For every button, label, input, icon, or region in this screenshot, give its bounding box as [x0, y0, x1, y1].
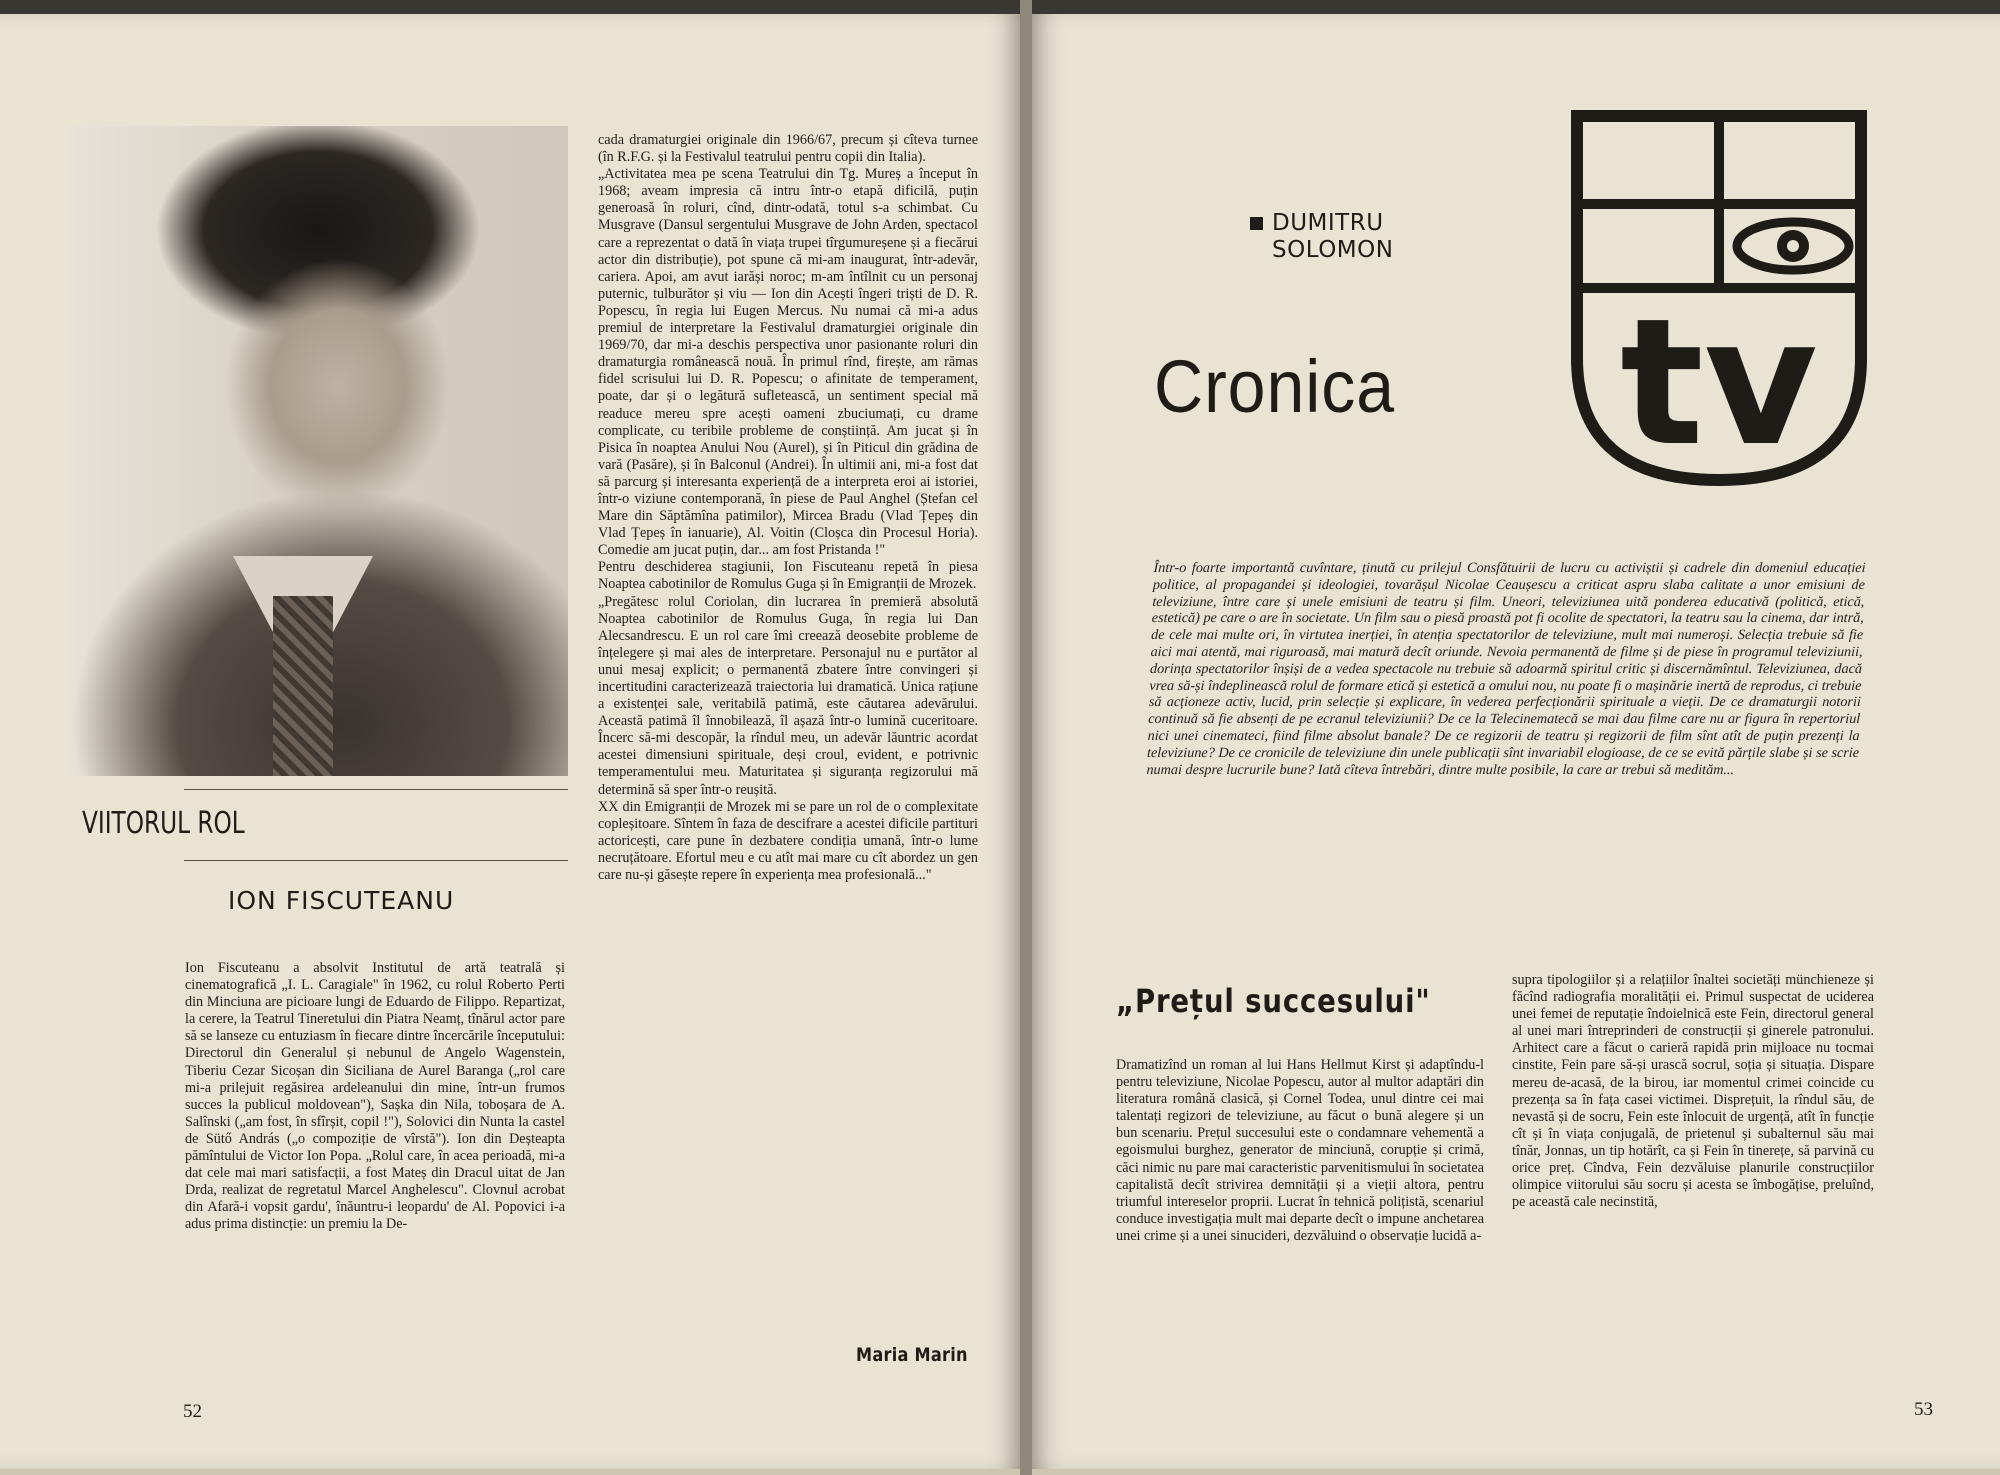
right-column-1: Dramatizînd un roman al lui Hans Hellmut Kirst și adaptîndu-l pentru televiziune, Nicolae Popescu, autor al multor adaptări din literatura română clasică, și Cornel Todea, unul dintre cei mai talentați regizori de televiziune, au făcut o bună alegere și un bun scenariu. Prețul succesului este o condamnare vehementă a egoismului burghez, generator de minciună, corupție și crimă, căci nimic nu pare mai caracteristic parvenitismului în societatea capitalistă decît strivirea demnității și a vieții altora, pentru triumful intereselor proprii. Lucrat în tehnică polițistă, scenariul conduce investigația mult mai departe decît o impune anchetarea unei crime și a unei sinucideri, dezvăluind o observație lucidă a-	[1116, 1057, 1484, 1244]
tv-logo-icon	[1569, 108, 1869, 488]
tv-logo-text: tv	[1620, 282, 1818, 485]
portrait-tie	[273, 596, 333, 776]
kicker: VIITORUL ROL	[82, 806, 245, 841]
page-number-left: 52	[183, 1401, 202, 1422]
author-last-name: SOLOMON	[1272, 237, 1394, 263]
right-column-2: supra tipologiilor și a relațiilor înaltei societăți münchieneze și făcînd radiografia moralității ei. Primul suspectat de uciderea unei femei de reputație îndoielnică este Fein, directorul general al unei mari întreprinderi de construcții și ginerele patronului. Arhitect care a făcut o carieră rapidă prin mijloace nu tocmai cinstite, Fein pare să-și urască socrul, soția și situația. Dispare mereu de-acasă, de la birou, iar momentul crimei coincide cu prezența sa în fața casei victimei. Disprețuit, la rîndul său, de nevastă și de socru, Fein este înlocuit de urgență, atît în funcție cît și în viața conjugală, de prietenul și subalternul său mai tînăr, Jonnas, un tip hotărît, ca și Fein în tinerețe, să parvină cu orice preț. Cîndva, Fein dezvăluise planurile construcțiilor olimpice viitorului său socru și acesta se îmbogățise, preluînd, pe această cale necinstită,	[1512, 972, 1874, 1211]
page-number-right: 53	[1914, 1399, 1933, 1420]
subject-name: ION FISCUTEANU	[228, 886, 455, 915]
left-page	[0, 14, 1020, 1469]
section-title: Cronica	[1154, 345, 1396, 428]
author	[1272, 210, 1393, 264]
right-page	[1032, 14, 2000, 1469]
kicker-rule-bottom	[184, 860, 568, 861]
portrait-photo	[68, 126, 568, 776]
article-title: „Prețul succesului"	[1116, 982, 1431, 1020]
intro-paragraph: Într-o foarte importantă cuvîntare, ținută cu prilejul Consfătuirii de lucru cu activiștii și cadrele din domeniul educației politice, al propagandei și ideologiei, tovarășul Nicolae Ceaușescu a criticat aspru slaba calitate a unor emisiuni de televiziune, între care și unele emisiuni de teatru și film. Uneori, televiziunea uită ponderea educativă (politică, etică, estetică) pe care o are în societate. Un film sau o piesă proastă pot fi ocolite de spectatori, la teatru sau la cinema, dar intră, de cele mai multe ori, în virtutea inerției, în atenția spectatorilor de televiziune, mult mai numeroși. Selecția trebuie să fie aici mai atentă, mai riguroasă, mai matură decît oriunde. Nevoia permanentă de filme și de piese în programul televiziunii, dorința spectatorilor înșiși de a vedea spectacole nu trebuie să adoarmă spiritul critic și discernămîntul. Televiziunea, dacă vrea să-și îndeplinească rolul de formare etică și estetică a omului nou, nu poate fi o mașinărie inertă de reprodus, ci trebuie să acționeze activ, lucid, prin selecție și explicare, în vederea perfecționării spirituale a vieții. De ce dramaturgii notorii continuă să fie absenți de pe ecranul televiziunii? De ce la Telecinematecă se mai dau filme care nu ar figura în repertoriul nici unei cinemateci, fiind filme absolut banale? De ce regizorii de teatru și regizorii de film sînt atît de puțin prezenți la televiziune? De ce cronicile de televiziune din unele publicații sînt invariabil elogioase, de ce se evită părțile slabe și se scrie numai despre lucrurile bune? Iată cîteva întrebări, dintre multe posibile, la care ar trebui să medităm...	[1146, 560, 1866, 778]
author-bullet-icon	[1250, 217, 1263, 230]
left-column-1: Ion Fiscuteanu a absolvit Institutul de artă teatrală și cinematografică „I. L. Caragiale" în 1962, cu rolul Roberto Perti din Minciuna are picioare lungi de Eduardo de Filippo. Repartizat, la cerere, la Teatrul Tineretului din Piatra Neamț, tînărul actor pare să se lanseze cu entuziasm în fiecare dintre încercările începutului: Directorul din Generalul și nebunul de Angelo Wagenstein, Tiberiu Cezar Sicoșan din Siciliana de Aurel Baranga („rol care mi-a prilejuit regăsirea ardeleanului din mine, într-un frumos succes la publicul moldovean"), Sașka din Nila, toboșara de A. Salînski („am fost, în sfîrșit, copil !"), Solovici din Nunta la castel de Sütő András („o compoziție de vîrstă"). Ion din Deșteapta pămîntului de Victor Ion Popa. „Rolul care, în acea perioadă, mi-a dat cele mai mari satisfacții, a fost Mateș din Dracul uitat de Jan Drda, realizat de regretatul Marcel Anghelescu". Clovnul acrobat din Afară-i vopsit gardu', înăuntru-i leopardu' de Al. Popovici i-a adus prima distincție: un premiu la De-	[185, 960, 565, 1233]
author-first-name: DUMITRU	[1272, 210, 1384, 236]
article-signature: Maria Marin	[856, 1344, 968, 1366]
kicker-rule-top	[184, 789, 568, 790]
left-column-2: cada dramaturgiei originale din 1966/67, precum și cîteva turnee (în R.F.G. și la Festivalul teatrului pentru copii din Italia). „Activitatea mea pe scena Teatrului din Tg. Mureș a început în 1968; aveam impresia că intru într-o etapă dificilă, puțin generoasă în roluri, cînd, dintr-odată, totul s-a schimbat. Cu Musgrave (Dansul sergentului Musgrave de John Arden, spectacol care a reprezentat o dată în viața trupei tîrgumureșene și a fiecărui actor din distribuție), pot spune că mi-am inaugurat, într-adevăr, cariera. Apoi, am avut iarăși noroc; m-am întîlnit cu un personaj puternic, tulburător și viu — Ion din Acești îngeri triști de D. R. Popescu, în regia lui Eugen Mercus. Nu numai că mi-a adus premiul de interpretare la Festivalul dramaturgiei originale din 1969/70, dar mi-a deschis perspectiva unor pasionante roluri din dramaturgia românească nouă. În primul rînd, firește, am rămas fidel scrisului lui D. R. Popescu; o afinitate de temperament, poate, dar și o legătură sufletească, un sentiment special mă readuce mereu spre acești oameni zbuciumați, cu drame complicate, cu teribile probleme de conștiință. Am jucat și în Pisica în noaptea Anului Nou (Aurel), și în Piticul din grădina de vară (Pasăre), și în Balconul (Andrei). În ultimii ani, mi-a fost dat să parcurg și interesanta experiență de a interpreta eroi ai istoriei, într-o viziune contemporană, în piese de Paul Anghel (Ștefan cel Mare din Săptămîna patimilor), Mircea Bradu (Vlad Țepeș din Vlad Țepeș în ianuarie), Al. Voitin (Cloșca din Procesul Horia). Comedie am jucat puțin, dar... am fost Pristanda !" Pentru deschiderea stagiunii, Ion Fiscuteanu repetă în piesa Noaptea cabotinilor de Romulus Guga și în Emigranții de Mrozek. „Pregătesc rolul Coriolan, din lucrarea în premieră absolută Noaptea cabotinilor de Romulus Guga, în regia lui Dan Alecsandrescu. E un rol care îmi creează deosebite probleme de înțelegere și mai ales de interpretare. Personajul nu e purtător al unui mesaj explicit; o permanentă zbatere între convingeri și incertitudini caracterizează traiectoria lui dramatică. Unica rațiune a existenței sale, veritabilă patimă, este căutarea adevărului. Această patimă îl înnobilează, îl așază într-o lumină cuceritoare. Încerc să-mi descopăr, la rîndul meu, un adevăr lăuntric acordat acestei dimensiuni spirituale, deși croul, evident, e potrivnic temperamentului meu. Maturitatea și siguranța regizorului mă determină să sper într-o reușită. XX din Emigranții de Mrozek mi se pare un rol de o complexitate copleșitoare. Sîntem în faza de descifrare a acestei dificile partituri actoricești, care pune în dezbatere condiția umană, într-o lume necruțătoare. Efortul meu e cu atît mai mare cu cît abordez un gen care nu-și găsește repere în experiența mea profesională..."	[598, 132, 978, 884]
gutter	[1020, 0, 1032, 1475]
